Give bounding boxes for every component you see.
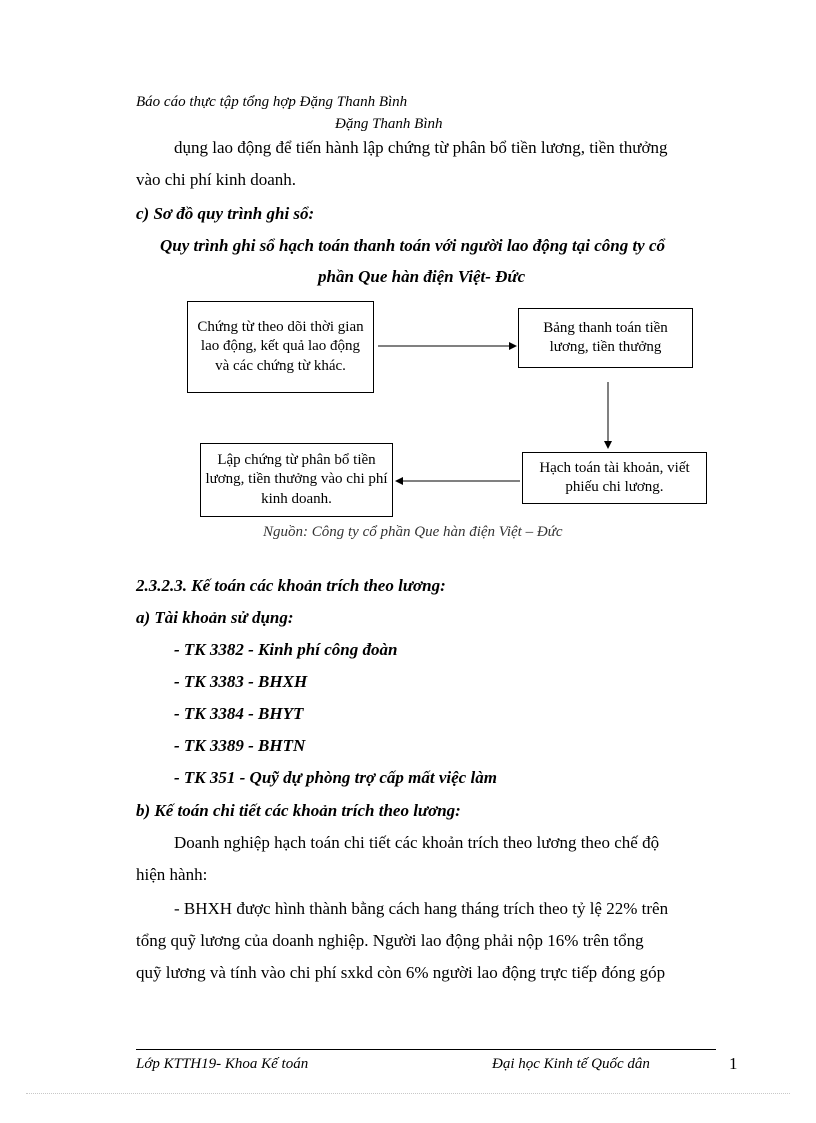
- section-b-heading: b) Kế toán chi tiết các khoản trích theo lương:: [136, 801, 461, 820]
- diagram-title-line2: phần Que hàn điện Việt- Đức: [318, 267, 526, 286]
- paragraph-bhxh-line2: tổng quỹ lương của doanh nghiệp. Người lao động phải nộp 16% trên tổng: [136, 931, 644, 950]
- paragraph-bhxh-line1: - BHXH được hình thành bằng cách hang tháng trích theo tỷ lệ 22% trên: [174, 899, 669, 918]
- paragraph-bhxh-line3: quỹ lương và tính vào chi phí sxkd còn 6% người lao động trực tiếp đóng góp: [136, 963, 666, 982]
- account-item: - TK 3384 - BHYT: [174, 704, 304, 723]
- header-title: Báo cáo thực tập tổng hợp Đặng Thanh Bình: [136, 94, 408, 110]
- heading-2323: 2.3.2.3. Kế toán các khoản trích theo lương:: [136, 576, 446, 595]
- paragraph-b-line2: hiện hành:: [136, 865, 208, 884]
- page-number: 1: [729, 1054, 738, 1073]
- flow-box-account-posting-label: Hạch toán tài khoản, viết phiếu chi lương.: [539, 459, 690, 495]
- paragraph-top-line2: vào chi phí kinh doanh.: [136, 170, 297, 189]
- footer-university: Đại học Kinh tế Quốc dân: [492, 1056, 650, 1072]
- footer-class: Lớp KTTH19- Khoa Kế toán: [136, 1056, 309, 1072]
- account-item: - TK 3389 - BHTN: [174, 736, 306, 755]
- flow-box-source-documents-label: Chứng từ theo dõi thời gian lao động, kết quả lao động và các chứng từ khác.: [197, 318, 364, 374]
- page-bottom-divider: [26, 1093, 790, 1094]
- section-c-heading: c) Sơ đồ quy trình ghi sổ:: [136, 204, 315, 223]
- section-a-heading: a) Tài khoản sử dụng:: [136, 608, 294, 627]
- account-item: - TK 3382 - Kinh phí công đoàn: [174, 640, 398, 659]
- account-item: - TK 3383 - BHXH: [174, 672, 308, 691]
- header-author: Đặng Thanh Bình: [335, 116, 443, 132]
- source-note: Nguồn: Công ty cổ phần Que hàn điện Việt – Đức: [263, 524, 563, 540]
- paragraph-b-line1: Doanh nghiệp hạch toán chi tiết các khoản trích theo lương theo chế độ: [174, 833, 660, 852]
- flow-box-payroll-table-label: Bảng thanh toán tiền lương, tiền thưởng: [543, 319, 668, 355]
- account-item: - TK 351 - Quỹ dự phòng trợ cấp mất việc làm: [174, 768, 497, 787]
- diagram-title-line1: Quy trình ghi sổ hạch toán thanh toán với người lao động tại công ty cổ: [160, 236, 666, 255]
- paragraph-top-line1: dụng lao động để tiến hành lập chứng từ phân bổ tiền lương, tiền thưởng: [174, 138, 668, 157]
- footer-rule: [136, 1049, 716, 1050]
- flow-box-allocation-voucher-label: Lập chứng từ phân bổ tiền lương, tiền thưởng vào chi phí kinh doanh.: [205, 451, 388, 507]
